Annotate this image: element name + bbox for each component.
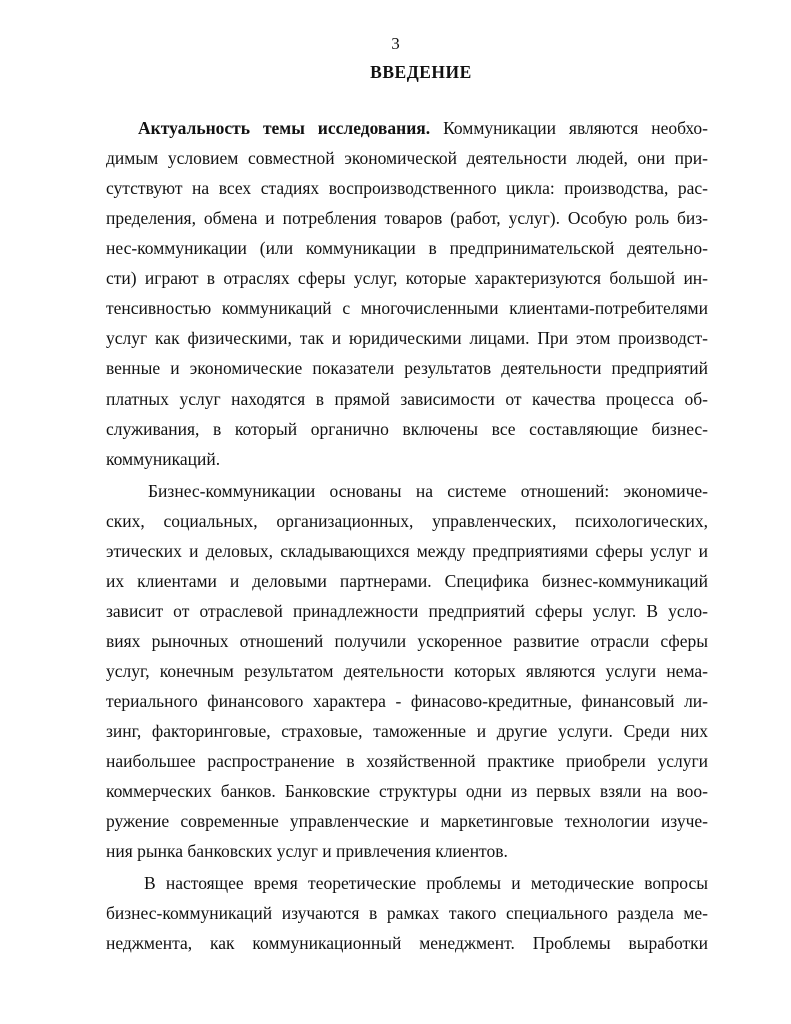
paragraph-line: териального финансового характера - финасово-кредитные, финансовый ли-: [106, 691, 708, 711]
paragraph-line: Бизнес-коммуникации основаны на системе отношений: экономиче-: [148, 481, 708, 501]
topic-relevance-label: Актуальность темы исследования.: [138, 118, 431, 138]
paragraph-line: бизнес-коммуникаций изучаются в рамках такого специального раздела ме-: [106, 903, 708, 923]
paragraph-line: их клиентами и деловыми партнерами. Специфика бизнес-коммуникаций: [106, 571, 708, 591]
paragraph-line: зинг, факторинговые, страховые, таможенные и другие услуги. Среди них: [106, 721, 708, 741]
paragraph-line: Актуальность темы исследования. Коммуникации являются необхо-: [138, 118, 708, 138]
paragraph-line: платных услуг находятся в прямой зависимости от качества процесса об-: [106, 389, 708, 409]
paragraph-line: служивания, в который органично включены все составляющие бизнес-: [106, 419, 708, 439]
page-number: 3: [391, 34, 400, 53]
paragraph-line: услуг, конечным результатом деятельности которых являются услуги нема-: [106, 661, 708, 681]
paragraph-line: В настоящее время теоретические проблемы и методические вопросы: [144, 873, 708, 893]
paragraph-line: венные и экономические показатели результатов деятельности предприятий: [106, 358, 708, 378]
paragraph-line: сутствуют на всех стадиях воспроизводственного цикла: производства, рас-: [106, 178, 708, 198]
paragraph-line: пределения, обмена и потребления товаров (работ, услуг). Особую роль биз-: [106, 208, 708, 228]
paragraph-line: услуг как физическими, так и юридическими лицами. При этом производст-: [106, 328, 708, 348]
paragraph-line: неджмента, как коммуникационный менеджмент. Проблемы выработки: [106, 933, 708, 953]
paragraph-line: наибольшее распространение в хозяйственной практике приобрели услуги: [106, 751, 708, 771]
paragraph-line: ских, социальных, организационных, управленческих, психологических,: [106, 511, 708, 531]
paragraph-line: виях рыночных отношений получили ускоренное развитие отрасли сферы: [106, 631, 708, 651]
paragraph-line: тенсивностью коммуникаций с многочисленными клиентами-потребителями: [106, 298, 708, 318]
paragraph-line: коммерческих банков. Банковские структуры одни из первых взяли на воо-: [106, 781, 708, 801]
paragraph-line: ружение современные управленческие и маркетинговые технологии изуче-: [106, 811, 708, 831]
paragraph-line: зависит от отраслевой принадлежности предприятий сферы услуг. В усло-: [106, 601, 708, 621]
paragraph-line: этических и деловых, складывающихся между предприятиями сферы услуг и: [106, 541, 708, 561]
paragraph-line: нес-коммуникации (или коммуникации в предпринимательской деятельно-: [106, 238, 708, 258]
page-title: ВВЕДЕНИЕ: [370, 62, 472, 82]
paragraph-line: ния рынка банковских услуг и привлечения клиентов.: [106, 841, 508, 861]
paragraph-line: сти) играют в отраслях сферы услуг, которые характеризуются большой ин-: [106, 268, 708, 288]
paragraph-line: коммуникаций.: [106, 449, 221, 469]
paragraph-line: димым условием совместной экономической деятельности людей, они при-: [106, 148, 708, 168]
